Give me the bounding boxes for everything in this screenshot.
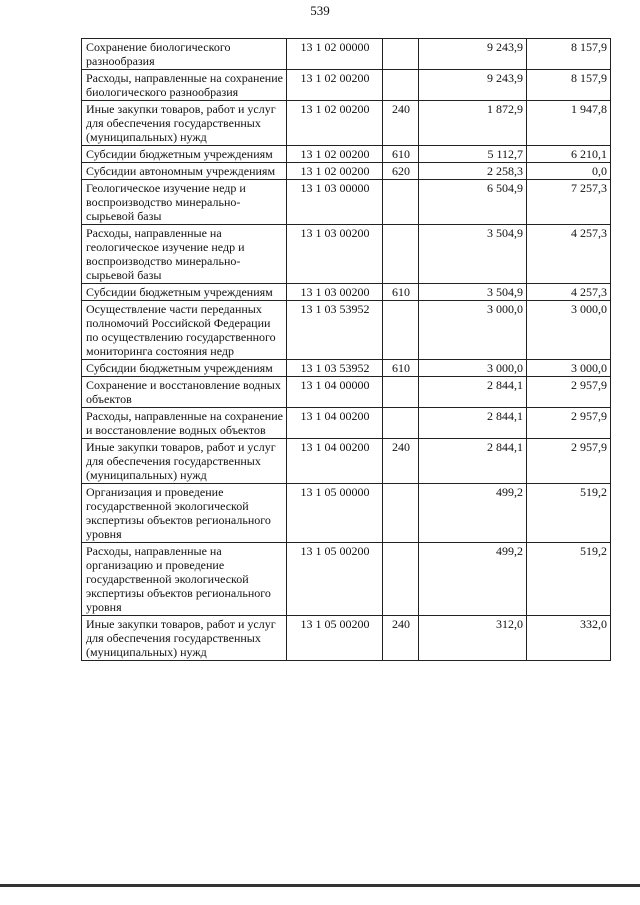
table-body xyxy=(82,39,611,661)
row-name-cell: Субсидии бюджетным учреждениям xyxy=(82,284,287,301)
row-value-1-cell: 3 000,0 xyxy=(419,301,527,360)
row-value-2-cell: 332,0 xyxy=(527,616,611,661)
row-type-cell: 610 xyxy=(383,360,419,377)
row-code-cell: 13 1 05 00200 xyxy=(287,543,383,616)
table-row xyxy=(82,408,611,439)
row-value-1-cell: 3 504,9 xyxy=(419,284,527,301)
row-value-1-cell: 5 112,7 xyxy=(419,146,527,163)
row-name-cell: Расходы, направленные на организацию и проведение государственной экологической экспертизы объектов регионального уровня xyxy=(82,543,287,616)
table-row xyxy=(82,180,611,225)
row-type-cell xyxy=(383,301,419,360)
row-value-2-cell: 519,2 xyxy=(527,543,611,616)
row-value-2-cell: 8 157,9 xyxy=(527,70,611,101)
row-type-cell xyxy=(383,543,419,616)
table-row xyxy=(82,360,611,377)
row-name-cell: Расходы, направленные на сохранение биологического разнообразия xyxy=(82,70,287,101)
row-name-cell: Геологическое изучение недр и воспроизводство минерально-сырьевой базы xyxy=(82,180,287,225)
row-code-cell: 13 1 05 00000 xyxy=(287,484,383,543)
row-value-1-cell: 499,2 xyxy=(419,543,527,616)
row-name-cell: Субсидии автономным учреждениям xyxy=(82,163,287,180)
row-name-cell: Иные закупки товаров, работ и услуг для обеспечения государственных (муниципальных) нужд xyxy=(82,616,287,661)
row-value-2-cell: 3 000,0 xyxy=(527,301,611,360)
table-row xyxy=(82,146,611,163)
row-value-2-cell: 8 157,9 xyxy=(527,39,611,70)
row-name-cell: Расходы, направленные на сохранение и восстановление водных объектов xyxy=(82,408,287,439)
row-code-cell: 13 1 02 00200 xyxy=(287,70,383,101)
row-value-2-cell: 4 257,3 xyxy=(527,284,611,301)
row-value-1-cell: 3 504,9 xyxy=(419,225,527,284)
row-name-cell: Сохранение биологического разнообразия xyxy=(82,39,287,70)
row-name-cell: Субсидии бюджетным учреждениям xyxy=(82,146,287,163)
table-row xyxy=(82,39,611,70)
row-name-cell: Организация и проведение государственной экологической экспертизы объектов регионального уровня xyxy=(82,484,287,543)
row-value-2-cell: 7 257,3 xyxy=(527,180,611,225)
row-code-cell: 13 1 04 00000 xyxy=(287,377,383,408)
row-type-cell xyxy=(383,484,419,543)
row-type-cell xyxy=(383,408,419,439)
page-bottom-rule xyxy=(0,884,640,887)
row-type-cell: 610 xyxy=(383,146,419,163)
row-code-cell: 13 1 03 53952 xyxy=(287,360,383,377)
row-value-1-cell: 3 000,0 xyxy=(419,360,527,377)
row-value-1-cell: 1 872,9 xyxy=(419,101,527,146)
row-value-2-cell: 1 947,8 xyxy=(527,101,611,146)
row-name-cell: Расходы, направленные на геологическое изучение недр и воспроизводство минерально-сырьевой базы xyxy=(82,225,287,284)
row-code-cell: 13 1 03 00000 xyxy=(287,180,383,225)
row-code-cell: 13 1 04 00200 xyxy=(287,408,383,439)
table-row xyxy=(82,377,611,408)
row-code-cell: 13 1 04 00200 xyxy=(287,439,383,484)
table-row xyxy=(82,484,611,543)
row-type-cell: 240 xyxy=(383,616,419,661)
row-value-1-cell: 499,2 xyxy=(419,484,527,543)
row-value-1-cell: 6 504,9 xyxy=(419,180,527,225)
budget-table xyxy=(81,38,611,661)
row-name-cell: Субсидии бюджетным учреждениям xyxy=(82,360,287,377)
table-row xyxy=(82,163,611,180)
row-type-cell xyxy=(383,225,419,284)
row-code-cell: 13 1 05 00200 xyxy=(287,616,383,661)
row-type-cell xyxy=(383,70,419,101)
row-value-1-cell: 2 844,1 xyxy=(419,439,527,484)
row-type-cell xyxy=(383,39,419,70)
row-value-1-cell: 9 243,9 xyxy=(419,39,527,70)
row-code-cell: 13 1 03 00200 xyxy=(287,225,383,284)
row-type-cell: 610 xyxy=(383,284,419,301)
row-code-cell: 13 1 02 00200 xyxy=(287,101,383,146)
table-row xyxy=(82,616,611,661)
table-row xyxy=(82,543,611,616)
table-row xyxy=(82,225,611,284)
table-row xyxy=(82,301,611,360)
row-name-cell: Иные закупки товаров, работ и услуг для обеспечения государственных (муниципальных) нужд xyxy=(82,439,287,484)
row-code-cell: 13 1 03 00200 xyxy=(287,284,383,301)
row-value-1-cell: 2 844,1 xyxy=(419,377,527,408)
row-value-2-cell: 4 257,3 xyxy=(527,225,611,284)
row-code-cell: 13 1 02 00000 xyxy=(287,39,383,70)
row-name-cell: Иные закупки товаров, работ и услуг для обеспечения государственных (муниципальных) нужд xyxy=(82,101,287,146)
row-value-2-cell: 2 957,9 xyxy=(527,377,611,408)
row-type-cell: 240 xyxy=(383,101,419,146)
table-row xyxy=(82,284,611,301)
row-code-cell: 13 1 02 00200 xyxy=(287,163,383,180)
row-value-1-cell: 9 243,9 xyxy=(419,70,527,101)
page-number: 539 xyxy=(310,3,330,18)
row-value-2-cell: 2 957,9 xyxy=(527,408,611,439)
row-value-1-cell: 312,0 xyxy=(419,616,527,661)
table-row xyxy=(82,101,611,146)
row-value-1-cell: 2 258,3 xyxy=(419,163,527,180)
row-type-cell: 240 xyxy=(383,439,419,484)
row-name-cell: Сохранение и восстановление водных объектов xyxy=(82,377,287,408)
row-type-cell xyxy=(383,377,419,408)
row-value-2-cell: 0,0 xyxy=(527,163,611,180)
row-code-cell: 13 1 03 53952 xyxy=(287,301,383,360)
row-name-cell: Осуществление части переданных полномочий Российской Федерации по осуществлению государственного мониторинга состояния недр xyxy=(82,301,287,360)
row-value-2-cell: 2 957,9 xyxy=(527,439,611,484)
row-value-2-cell: 6 210,1 xyxy=(527,146,611,163)
table-row xyxy=(82,70,611,101)
row-value-2-cell: 519,2 xyxy=(527,484,611,543)
row-value-1-cell: 2 844,1 xyxy=(419,408,527,439)
row-value-2-cell: 3 000,0 xyxy=(527,360,611,377)
row-type-cell xyxy=(383,180,419,225)
row-type-cell: 620 xyxy=(383,163,419,180)
row-code-cell: 13 1 02 00200 xyxy=(287,146,383,163)
table-row xyxy=(82,439,611,484)
